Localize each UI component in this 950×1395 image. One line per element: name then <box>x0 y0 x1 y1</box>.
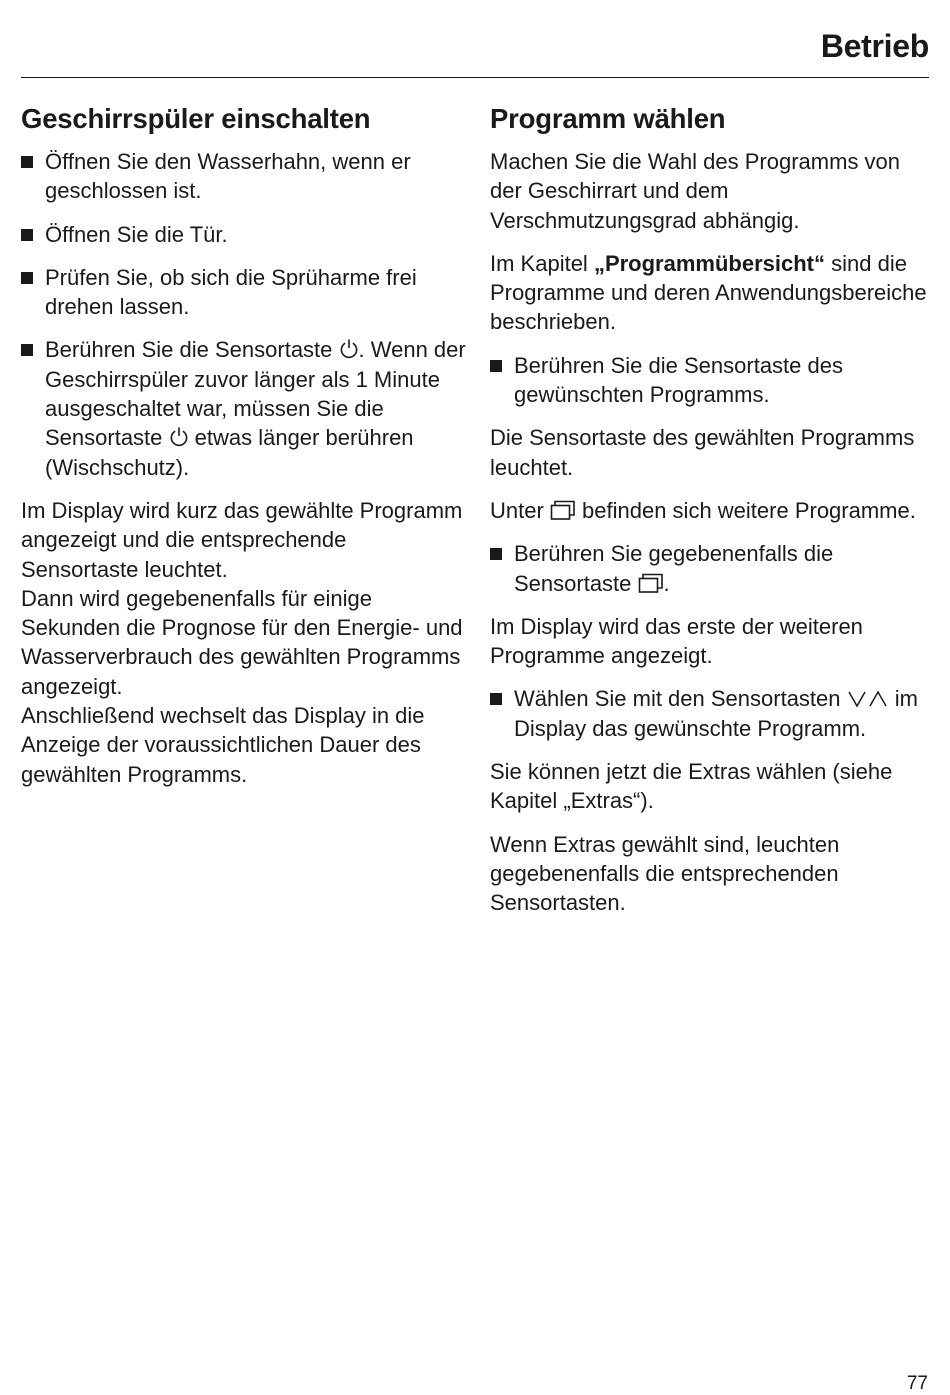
paragraph: Machen Sie die Wahl des Programms von der Geschirrart und dem Verschmutzungsgrad abhängig. <box>490 149 901 233</box>
paragraph: Im Display wird kurz das gewählte Programm angezeigt und die entsprechende Sensortaste leuchtet. <box>21 497 463 582</box>
heading-switch-on: Geschirrspüler einschalten <box>21 103 371 134</box>
bullet-square-icon <box>21 272 33 284</box>
section-title: Betrieb <box>820 28 929 64</box>
more-programs-icon <box>638 572 664 594</box>
paragraph: Sie können jetzt die Extras wählen (siehe Kapitel „Extras“). <box>490 759 893 814</box>
power-icon <box>169 426 189 448</box>
page-number: 77 <box>906 1373 928 1394</box>
bullet-square-icon <box>21 344 33 356</box>
bullet-square-icon <box>490 693 502 705</box>
right-column <box>490 101 932 932</box>
bullet-text-a: Berühren Sie die Sensortaste <box>45 337 339 363</box>
paragraph <box>490 496 932 525</box>
bullet-text: Öffnen Sie den Wasserhahn, wenn er geschlossen ist. <box>45 149 411 204</box>
list-item <box>490 351 932 410</box>
bullet-text-a: Berühren Sie gegebenenfalls die Sensortaste <box>514 541 834 596</box>
bullet-square-icon <box>490 360 502 372</box>
paragraph: Anschließend wechselt das Display in die Anzeige der voraussichtlichen Dauer des gewählten Programms. <box>21 703 425 787</box>
list-item <box>490 684 932 743</box>
power-icon <box>339 338 359 360</box>
paragraph <box>490 249 932 337</box>
list-item <box>21 147 467 206</box>
paragraph: Dann wird gegebenenfalls für einige Sekunden die Prognose für den Energie- und Wasserverbrauch des gewählten Programms angezeigt. <box>21 585 463 699</box>
down-up-arrows-icon <box>847 689 889 709</box>
chapter-reference: „Programmübersicht“ <box>593 250 825 276</box>
bullet-text: Prüfen Sie, ob sich die Sprüharme frei drehen lassen. <box>45 264 417 320</box>
bullet-text-b: . <box>663 570 670 596</box>
heading-select-program: Programm wählen <box>490 103 726 134</box>
more-programs-icon <box>550 499 576 521</box>
bullet-square-icon <box>21 156 33 168</box>
bullet-text-a: Wählen Sie mit den Sensortasten <box>514 686 847 712</box>
bullet-text-b: . Wenn der Geschirrspüler zuvor länger als 1 Minute ausgeschaltet war, müssen Sie die Sensortaste <box>45 337 466 451</box>
text-run: befinden sich weitere Programme. <box>575 497 916 523</box>
paragraph: Die Sensortaste des gewählten Programms leuchtet. <box>490 425 915 480</box>
bullet-square-icon <box>490 548 502 560</box>
bullet-square-icon <box>21 229 33 241</box>
paragraph: Wenn Extras gewählt sind, leuchten gegebenenfalls die entsprechenden Sensortasten. <box>490 831 840 916</box>
paragraph: Im Display wird das erste der weiteren Programme angezeigt. <box>490 613 863 669</box>
left-column <box>21 101 467 789</box>
text-run: Unter <box>490 497 550 523</box>
bullet-text-c: etwas länger berühren (Wischschutz). <box>45 425 414 480</box>
list-item <box>21 335 467 481</box>
text-run: Im Kapitel <box>490 250 594 276</box>
list-item <box>21 263 467 322</box>
bullet-text-b: im Display das gewünschte Programm. <box>514 686 918 741</box>
list-item <box>490 539 932 598</box>
bullet-text: Öffnen Sie die Tür. <box>45 221 228 247</box>
page-header <box>21 0 929 78</box>
bullet-text: Berühren Sie die Sensortaste des gewünschten Programms. <box>514 352 843 408</box>
text-run: sind die Programme und deren Anwendungsbereiche beschrieben. <box>490 250 927 335</box>
list-item <box>21 220 467 249</box>
